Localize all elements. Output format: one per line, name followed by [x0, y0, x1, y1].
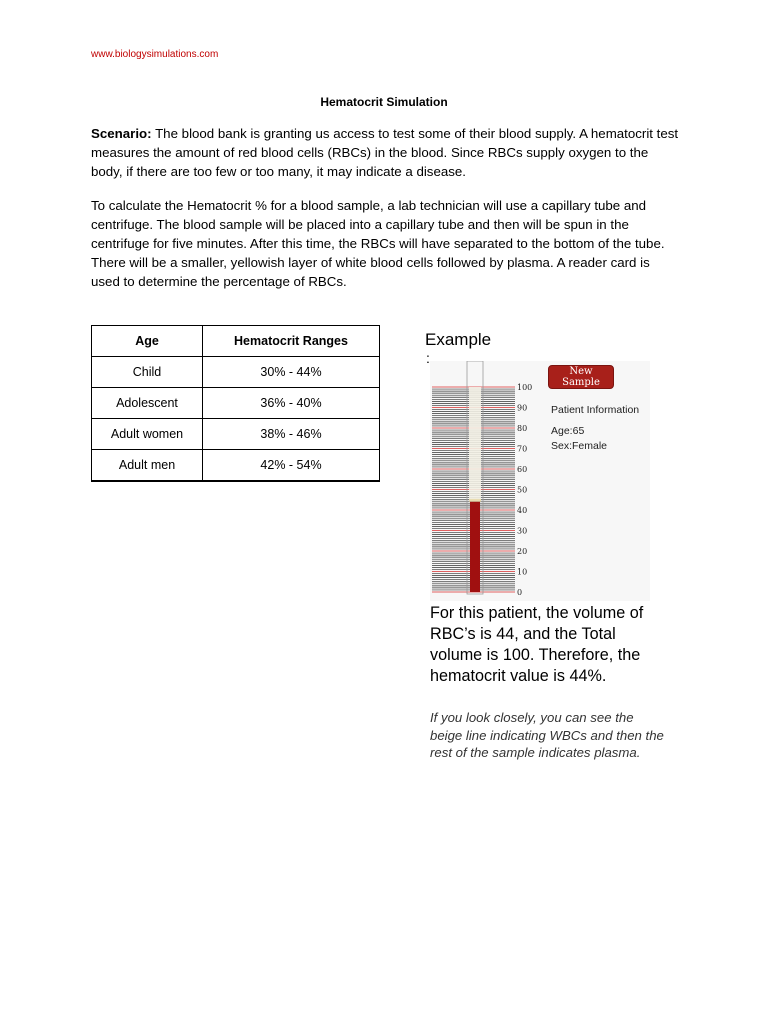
scenario-label: Scenario:: [91, 126, 152, 141]
wbc-layer: [469, 499, 481, 502]
table-row: [92, 450, 380, 482]
hematocrit-reader-card: [430, 361, 650, 601]
patient-age: Age:65: [551, 425, 585, 437]
page-title: Hematocrit Simulation: [320, 95, 448, 109]
example-note: If you look closely, you can see the beige line indicating WBCs and then the rest of the sample indicates plasma.: [430, 710, 664, 760]
table-cell-age: Adult men: [92, 450, 203, 482]
table-cell-range: 38% - 46%: [203, 419, 380, 450]
reader-tick-label: 60: [517, 465, 528, 474]
reader-tick-label: 10: [517, 567, 528, 577]
reader-tick-label: 40: [517, 506, 528, 515]
table-header-row: [92, 326, 380, 357]
plasma-layer: [469, 387, 481, 499]
hematocrit-ranges-table: [91, 325, 380, 482]
patient-sex: Sex:Female: [551, 440, 608, 452]
table-row: [92, 388, 380, 419]
reader-tick-label: 90: [517, 403, 528, 413]
table-header-age: Age: [92, 326, 203, 357]
table-cell-range: 30% - 44%: [203, 357, 380, 388]
new-sample-button[interactable]: New Sample: [548, 365, 614, 389]
rbc-layer: [470, 502, 480, 592]
site-url[interactable]: www.biologysimulations.com: [91, 49, 219, 60]
example-colon: :: [426, 350, 430, 366]
reader-tick-label: 0: [517, 588, 523, 597]
reader-tick-label: 20: [517, 547, 528, 556]
scenario-paragraph: [91, 124, 681, 181]
table-row: [92, 419, 380, 450]
table-cell-age: Child: [92, 357, 203, 388]
example-heading: Example: [425, 330, 492, 349]
table-cell-range: 36% - 40%: [203, 388, 380, 419]
reader-tick-label: 70: [517, 444, 528, 454]
scenario-text: The blood bank is granting us access to test some of their blood supply. A hematocrit test measures the amount of red blood cells (RBCs) in the blood. Since RBCs supply oxygen to the body, if there are too few or too many, it may indicate a disease.: [91, 126, 679, 179]
table-cell-age: Adolescent: [92, 388, 203, 419]
reader-tick-label: 30: [517, 526, 528, 536]
reader-tick-label: 80: [517, 424, 528, 433]
reader-tick-label: 100: [517, 383, 533, 392]
table-cell-range: 42% - 54%: [203, 450, 380, 482]
example-explanation: For this patient, the volume of RBC’s is 44, and the Total volume is 100. Therefore, the hematocrit value is 44%.: [430, 604, 644, 685]
patient-info-title: Patient Information: [551, 404, 640, 416]
reader-tick-label: 50: [517, 485, 528, 495]
procedure-paragraph: To calculate the Hematocrit % for a blood sample, a lab technician will use a capillary tube and centrifuge. The blood sample will be placed into a capillary tube and then will be spun in the centrifuge for five minutes. After this time, the RBCs will have separated to the bottom of the tube. There will be a smaller, yellowish layer of white blood cells followed by plasma. A reader card is used to determine the percentage of RBCs.: [91, 198, 665, 289]
table-cell-age: Adult women: [92, 419, 203, 450]
table-header-ranges: Hematocrit Ranges: [203, 326, 380, 357]
table-row: [92, 357, 380, 388]
